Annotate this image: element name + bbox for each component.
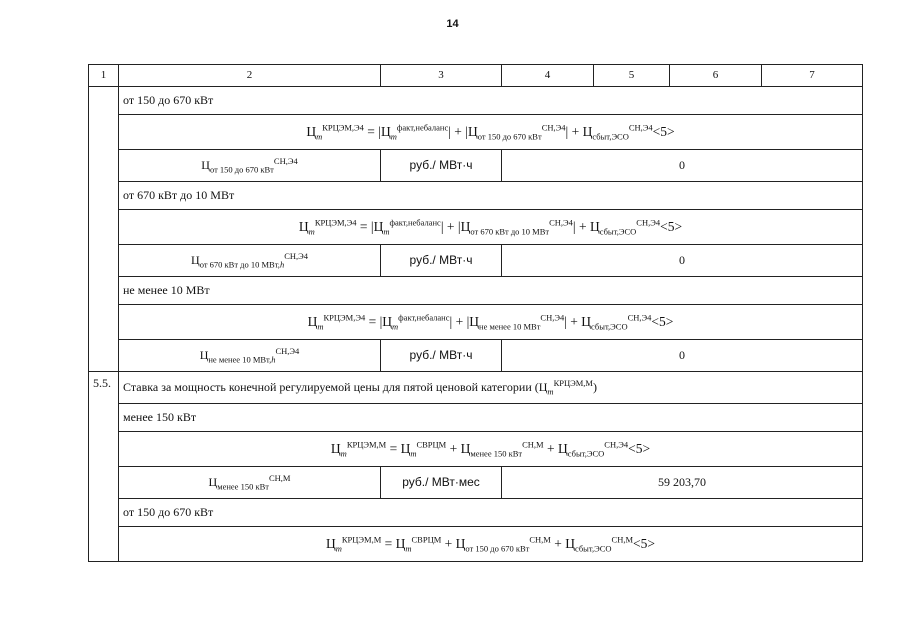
subheading-text: от 670 кВт до 10 МВт xyxy=(119,182,863,210)
section-row xyxy=(89,372,863,404)
formula-row xyxy=(89,527,863,562)
header-col-7: 7 xyxy=(762,65,863,87)
unit-row xyxy=(89,245,863,277)
index-cell-empty xyxy=(89,87,119,372)
formula: $Ц_m^{КРЦЭМ,Э4} = |Ц_m^{факт,небаланс}| + |Ц_{не менее 10 МВт}^{СН,Э4}| + Ц_{сбыт,ЭСО}^{СН,Э4}<5>$ xyxy=(119,305,863,340)
subheading-text: не менее 10 МВт xyxy=(119,277,863,305)
formula-row xyxy=(89,432,863,467)
formula-row xyxy=(89,115,863,150)
value-cell: 0 xyxy=(502,150,863,182)
unit-row xyxy=(89,467,863,499)
header-col-2: 2 xyxy=(119,65,381,87)
unit-row xyxy=(89,150,863,182)
symbol-cell: $Ц_{менее 150 кВт}^{СН,М}$ xyxy=(119,467,381,499)
formula-row xyxy=(89,305,863,340)
subheading-text: менее 150 кВт xyxy=(119,404,863,432)
subheading-row xyxy=(89,182,863,210)
unit-cell: руб./ МВт·ч xyxy=(381,245,502,277)
header-col-1: 1 xyxy=(89,65,119,87)
tariff-table xyxy=(88,64,863,562)
unit-cell: руб./ МВт·мес xyxy=(381,467,502,499)
header-row xyxy=(89,65,863,87)
header-col-5: 5 xyxy=(594,65,670,87)
formula: $Ц_m^{КРЦЭМ,М} = Ц_m^{СВРЦМ} + Ц_{от 150 до 670 кВт}^{СН,М} + Ц_{сбыт,ЭСО}^{СН,М}<5>$ xyxy=(119,527,863,562)
symbol-cell: $Ц_{не менее 10 МВт,h}^{СН,Э4}$ xyxy=(119,340,381,372)
subheading-text: от 150 до 670 кВт xyxy=(119,499,863,527)
subheading-row xyxy=(89,499,863,527)
subheading-row xyxy=(89,277,863,305)
header-col-3: 3 xyxy=(381,65,502,87)
unit-cell: руб./ МВт·ч xyxy=(381,150,502,182)
formula-row xyxy=(89,210,863,245)
formula: $Ц_m^{КРЦЭМ,М} = Ц_m^{СВРЦМ} + Ц_{менее 150 кВт}^{СН,М} + Ц_{сбыт,ЭСО}^{СН,Э4}<5>$ xyxy=(119,432,863,467)
symbol-cell: $Ц_{от 670 кВт до 10 МВт,h}^{СН,Э4}$ xyxy=(119,245,381,277)
header-col-6: 6 xyxy=(670,65,762,87)
symbol-cell: $Ц_{от 150 до 670 кВт}^{СН,Э4}$ xyxy=(119,150,381,182)
header-col-4: 4 xyxy=(502,65,594,87)
section-index: 5.5. xyxy=(89,372,119,562)
value-cell: 59 203,70 xyxy=(502,467,863,499)
formula: $Ц_m^{КРЦЭМ,Э4} = |Ц_m^{факт,небаланс}| + |Ц_{от 670 кВт до 10 МВт}^{СН,Э4}| + Ц_{сбыт,ЭСО}^{СН,Э4}<5>$ xyxy=(119,210,863,245)
value-cell: 0 xyxy=(502,245,863,277)
subheading-row xyxy=(89,87,863,115)
value-cell: 0 xyxy=(502,340,863,372)
subheading-row xyxy=(89,404,863,432)
formula: $Ц_m^{КРЦЭМ,Э4} = |Ц_m^{факт,небаланс}| + |Ц_{от 150 до 670 кВт}^{СН,Э4}| + Ц_{сбыт,ЭСО}^{СН,Э4}<5>$ xyxy=(119,115,863,150)
page-number: 14 xyxy=(446,18,459,30)
unit-cell: руб./ МВт·ч xyxy=(381,340,502,372)
subheading-text: от 150 до 670 кВт xyxy=(119,87,863,115)
section-title: Ставка за мощность конечной регулируемой цены для пятой ценовой категории $(Ц_m^{КРЦЭМ,М})$ xyxy=(119,372,863,404)
unit-row xyxy=(89,340,863,372)
